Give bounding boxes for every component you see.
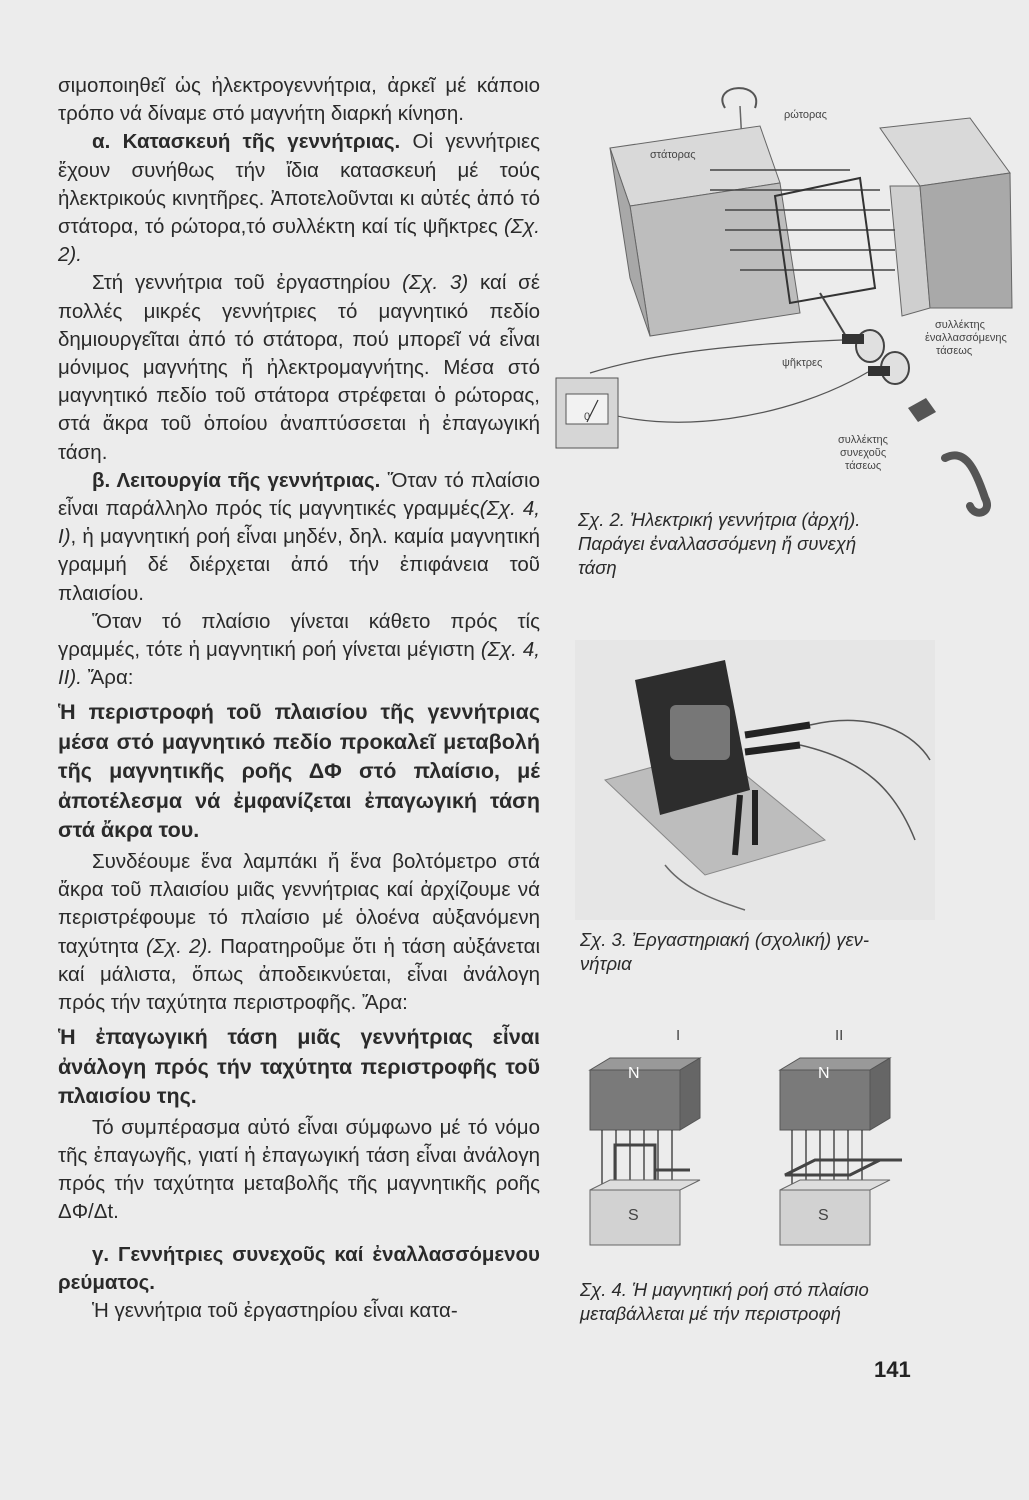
ref-fig3: (Σχ. 3) [402,271,469,295]
label-ac-collector-2: ἐναλλασσόμενης [925,332,1007,344]
label-ac-collector-3: τάσεως [936,345,973,357]
label-case-II: II [835,1027,844,1044]
rule-voltage-speed: Ἡ ἐπαγωγική τάση μιᾶς γεννήτριας εἶναι ἀνάλογη πρός τήν ταχύτητα περιστροφῆς τοῦ πλαισίου της. [58,1025,540,1109]
figure-4-flux-diagram [580,1020,910,1270]
caption-fig2-line1: Σχ. 2. Ἠλεκτρική γεννήτρια (ἀρχή). [578,509,861,530]
caption-fig4-line1: Σχ. 4. Ἡ μαγνητική ροή στό πλαίσιο [580,1279,869,1300]
paragraph-conclusion: Τό συμπέρασμα αὐτό εἶναι σύμφωνο μέ τό νόμο τῆς ἐπαγωγῆς, γιατί ἡ ἐπαγωγική τάση εἶναι ἀνάλογη πρός τήν ταχύτητα μεταβολῆς τῆς μαγνητικῆς ροῆς ΔΦ/Δt. [58,1115,540,1224]
paragraph-operation [58,467,540,608]
caption-fig4-line2: μεταβάλλεται μέ τήν περιστροφή [580,1303,841,1324]
rotation-arrow-icon [722,88,756,108]
caption-fig3-line1: Σχ. 3. Ἐργαστηριακή (σχολική) γεν- [580,929,870,950]
voltmeter-zero: 0 [584,411,591,423]
paragraph-construction [58,128,540,269]
generator-rotor [670,705,730,760]
construction-text: Οἱ γεννήτριες ἔχουν συνήθως τήν ἴδια κατασκευή μέ τούς ἠλεκτρικούς κινητῆρες. Ἀποτελοῦνται κι αὐτές ἀπό τό στάτορα, τό ρώτορα,τό συλλέκτη καί τίς ψῆκτρες [58,130,540,239]
caption-figure-2 [578,508,958,580]
pole-S-I: S [628,1207,639,1224]
brush-1 [842,334,864,344]
figure-2-generator-diagram [550,78,1020,518]
pole-N-II: N [818,1065,830,1082]
perp-text-start: Ὅταν τό πλαίσιο γίνεται κάθετο πρός τίς γραμμές, τότε ἡ μαγνητική ροή γίνεται μέγιστη [58,609,540,662]
label-case-I: I [676,1027,681,1044]
operation-text-1: Ὅταν τό πλαίσιο εἶναι παράλληλο πρός τίς μαγνητικές γραμμές [58,468,540,521]
figure-3-lab-generator-photo [575,640,935,920]
commutator [908,398,936,422]
lab-text-start: Στή γεννήτρια τοῦ ἐργαστηρίου [92,271,391,295]
voltmeter-text-start: Συνδέουμε ἕνα λαμπάκι ἤ ἕνα βολτόμετρο στά ἄκρα τοῦ πλαισίου μιᾶς γεννήτριας καί ἀρχίζουμε νά περιστρέφουμε τό πλαίσιο μέ ὁλοένα αὐξανόμενη ταχύτητα [58,849,540,958]
caption-fig3-line2: νήτρια [580,953,632,974]
pole-N-I: N [628,1065,640,1082]
wire-2 [590,372,868,422]
main-text-column [58,72,540,1325]
caption-fig2-line2: Παράγει ἐναλλασσόμενη ἤ συνεχή [578,533,857,554]
ref-fig4-I: (Σχ. 4, I) [58,497,540,549]
ref-fig2: (Σχ. 2). [58,215,540,267]
hand-crank [945,455,987,512]
label-ac-collector-1: συλλέκτης [935,319,985,331]
rule-rotation-flux: Ἡ περιστροφή τοῦ πλαισίου τῆς γεννήτριας μέσα στό μαγνητικό πεδίο προκαλεῖ μεταβολή τῆς μαγνητικῆς ροῆς ΔΦ στό πλαίσιο, μέ ἀποτέλεσμα νά ἐμφανίζεται ἐπαγωγική τάση στά ἄκρα του. [58,700,540,843]
paragraph-intro: σιμοποιηθεῖ ὡς ἠλεκτρογεννήτρια, ἀρκεῖ μέ κάποιο τρόπο νά δίναμε στό μαγνήτη διαρκή κίνηση. [58,74,540,126]
label-rotor: ρώτορας [784,109,827,121]
lab-text-end: καί σέ πολλές μικρές γεννήτριες τό μαγνητικό πεδίο δημιουργεῖται ἀπό τό στάτορα, πού μπορεῖ νά εἶναι μόνιμος μαγνήτης ἤ ἠλεκτρομαγνήτης. Μέσα στό μαγνητικό πεδίο τοῦ στάτορα στρέφεται ὁ ρώτορας, στά ἄκρα τοῦ ὁποίου ἀναπτύσσεται ἡ ἐπαγωγική τάση. [58,271,540,464]
operation-text-2: , ἡ μαγνητική ροή εἶναι μηδέν, δηλ. καμία μαγνητική γραμμή δέ διέρχεται ἀπό τήν ἐπιφάνεια τοῦ πλαισίου. [58,525,540,605]
brush-2 [868,366,890,376]
paragraph-voltmeter [58,848,540,1017]
label-dc-collector-2: συνεχοῦς [840,447,887,459]
paragraph-perpendicular [58,608,540,693]
label-brushes: ψῆκτρες [782,357,823,369]
heading-operation: β. Λειτουργία τῆς γεννήτριας. [92,468,381,492]
stator-left-face [630,183,800,336]
perp-text-end: Ἄρα: [81,666,134,690]
label-dc-collector-1: συλλέκτης [838,434,888,446]
caption-figure-4 [580,1278,940,1326]
ref-fig2-b: (Σχ. 2). [145,934,214,958]
flux-case-I [590,1058,700,1245]
voltmeter-text-end: Παρατηροῦμε ὅτι ἡ τάση αὐξάνεται καί μάλιστα, ὅπως ἀποδεικνύεται, εἶναι ἀνάλογη πρός τήν ταχύτητα περιστροφῆς. Ἄρα: [58,934,541,1014]
caption-fig2-line3: τάση [578,557,617,578]
caption-figure-3 [580,928,920,976]
stator-right-body [920,173,1012,308]
label-dc-collector-3: τάσεως [845,460,882,472]
paragraph-lab-type: Ἡ γεννήτρια τοῦ ἐργαστηρίου εἶναι κατα- [92,1298,458,1322]
page-number: 141 [874,1357,911,1382]
heading-dc-ac: γ. Γεννήτριες συνεχοῦς καί ἐναλλασσόμενου ρεύματος. [58,1242,540,1294]
label-stator: στάτορας [650,149,696,161]
pole-S-II: S [818,1207,829,1224]
flux-case-II [780,1058,902,1245]
paragraph-lab-generator [58,269,540,466]
heading-construction: α. Κατασκευή τῆς γεννήτριας. [92,130,401,154]
ref-fig4-II: (Σχ. 4, II). [58,638,540,690]
